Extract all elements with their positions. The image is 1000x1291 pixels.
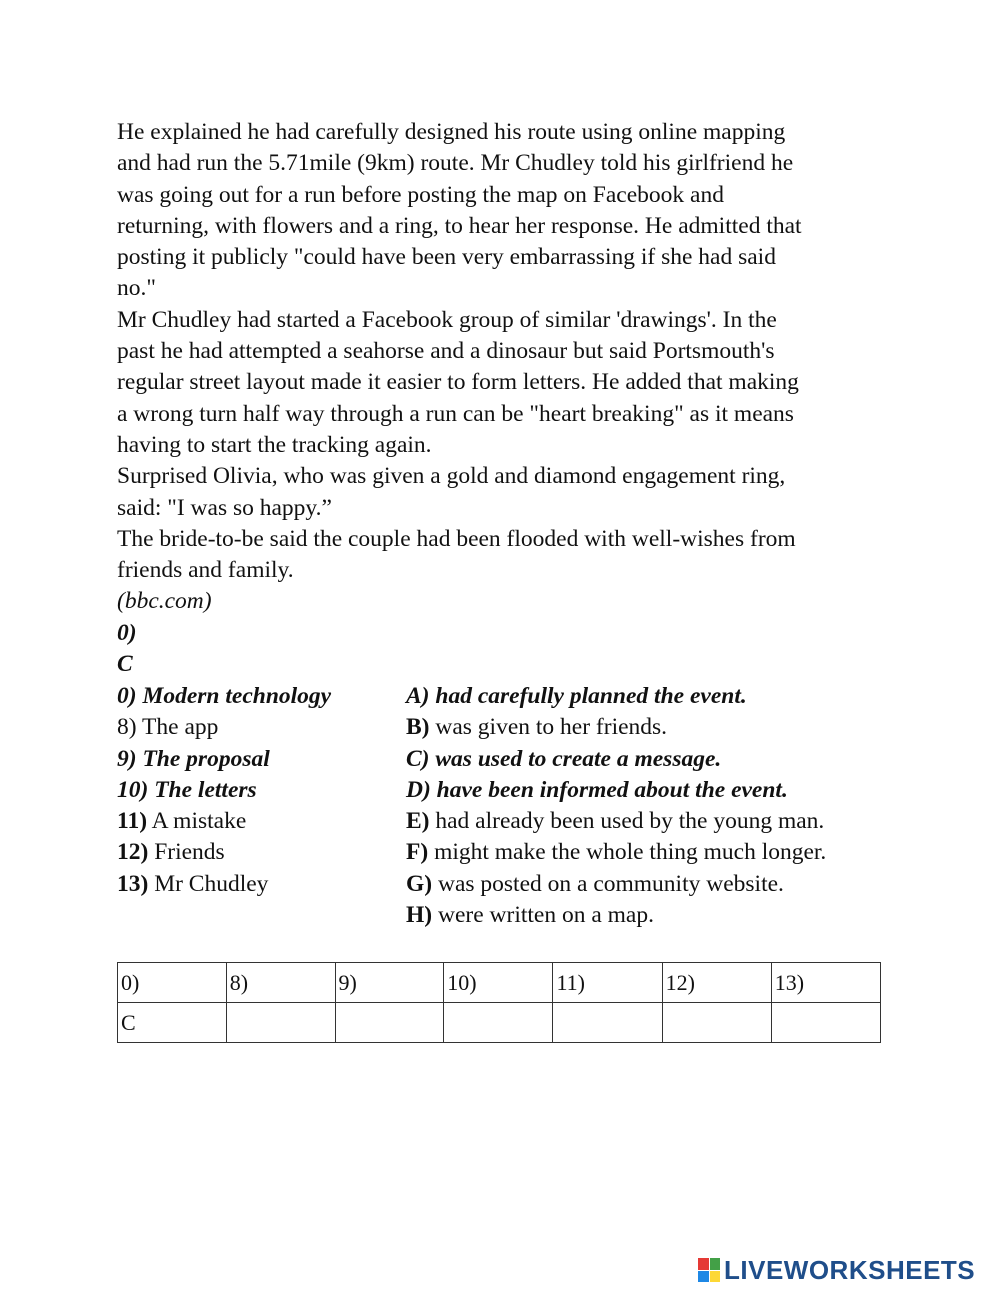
answer-header-cell: 13) <box>771 963 880 1003</box>
passage-line: posting it publicly "could have been very embarrassing if she had said <box>117 244 776 271</box>
passage-line: friends and family. <box>117 557 294 584</box>
match-option-right <box>406 712 667 743</box>
match-option-right <box>406 744 721 775</box>
answer-header-cell: 10) <box>444 963 553 1003</box>
item-text: Modern technology <box>136 683 332 709</box>
answer-table-answer-row <box>118 1003 881 1043</box>
option-letter: F) <box>406 839 429 866</box>
passage-line: and had run the 5.71mile (9km) route. Mr Chudley told his girlfriend he <box>117 150 794 177</box>
answer-cell-10[interactable] <box>444 1003 553 1043</box>
passage-line: having to start the tracking again. <box>117 431 432 458</box>
passage-line: said: "I was so happy.” <box>117 494 332 521</box>
logo-square <box>698 1271 709 1283</box>
item-number: 12) <box>117 839 149 866</box>
item-number: 10) <box>117 776 149 803</box>
passage-line: no." <box>117 275 156 302</box>
passage <box>117 117 887 680</box>
match-item-left <box>117 744 270 775</box>
item-number: 0) <box>117 683 137 709</box>
match-row <box>117 681 887 712</box>
answer-cell-12[interactable] <box>662 1003 771 1043</box>
item-text: The proposal <box>136 745 270 772</box>
answer-cell-8[interactable] <box>226 1003 335 1043</box>
liveworksheets-logo <box>698 1255 975 1285</box>
passage-line: was going out for a run before posting the map on Facebook and <box>117 181 724 208</box>
option-text: have been informed about the event. <box>430 776 788 803</box>
option-text: had already been used by the young man. <box>429 808 825 835</box>
logo-text: LIVEWORKSHEETS <box>724 1254 976 1285</box>
match-option-right <box>406 775 788 806</box>
option-letter: H) <box>406 902 433 929</box>
item-text: The app <box>136 714 219 741</box>
passage-text <box>117 117 887 680</box>
item-text: Mr Chudley <box>148 870 269 897</box>
example-answer: C <box>117 651 133 678</box>
answer-cell-example: C <box>118 1003 227 1043</box>
match-option-right <box>406 681 747 712</box>
logo-mark-icon <box>698 1258 720 1282</box>
answer-header-cell: 8) <box>226 963 335 1003</box>
item-number: 9) <box>117 745 137 772</box>
item-number: 13) <box>117 870 149 897</box>
match-row <box>117 775 887 806</box>
logo-square <box>698 1258 709 1270</box>
match-option-right <box>406 837 826 868</box>
passage-line: regular street layout made it easier to form letters. He added that making <box>117 369 799 396</box>
option-letter: G) <box>406 870 433 897</box>
match-row <box>117 806 887 837</box>
answer-header-cell: 12) <box>662 963 771 1003</box>
match-row <box>117 900 887 931</box>
item-text: Friends <box>148 839 225 866</box>
answer-table <box>117 962 881 1043</box>
answer-cell-9[interactable] <box>335 1003 444 1043</box>
option-text: were written on a map. <box>432 902 654 929</box>
option-letter: C) <box>406 745 430 772</box>
answer-cell-11[interactable] <box>553 1003 662 1043</box>
passage-line: Mr Chudley had started a Facebook group of similar 'drawings'. In the <box>117 306 777 333</box>
passage-line: past he had attempted a seahorse and a dinosaur but said Portsmouth's <box>117 338 775 365</box>
match-item-left <box>117 775 257 806</box>
example-number: 0) <box>117 619 137 646</box>
source-citation: (bbc.com) <box>117 588 212 615</box>
item-text: A mistake <box>147 808 247 835</box>
passage-line: Surprised Olivia, who was given a gold and diamond engagement ring, <box>117 463 786 490</box>
option-text: might make the whole thing much longer. <box>428 839 827 866</box>
answer-table-header-row <box>118 963 881 1003</box>
match-item-left <box>117 837 225 868</box>
option-text: was posted on a community website. <box>432 870 784 897</box>
logo-square <box>710 1258 721 1270</box>
match-row <box>117 837 887 868</box>
passage-line: The bride-to-be said the couple had been flooded with well-wishes from <box>117 525 796 552</box>
match-option-right <box>406 806 824 837</box>
answer-header-cell: 0) <box>118 963 227 1003</box>
match-item-left <box>117 806 246 837</box>
passage-line: a wrong turn half way through a run can be "heart breaking" as it means <box>117 400 794 427</box>
item-text: The letters <box>148 776 257 803</box>
option-text: had carefully planned the event. <box>429 683 747 709</box>
answer-header-cell: 11) <box>553 963 662 1003</box>
match-option-right <box>406 869 784 900</box>
match-option-right <box>406 900 654 931</box>
option-letter: A) <box>406 683 430 709</box>
item-number: 8) <box>117 714 137 741</box>
answer-cell-13[interactable] <box>771 1003 880 1043</box>
option-text: was given to her friends. <box>429 714 668 741</box>
matching-exercise <box>117 681 887 931</box>
match-item-left <box>117 681 331 712</box>
match-item-left <box>117 869 268 900</box>
answer-header-cell: 9) <box>335 963 444 1003</box>
passage-line: returning, with flowers and a ring, to hear her response. He admitted that <box>117 212 802 239</box>
match-row <box>117 869 887 900</box>
option-text: was used to create a message. <box>429 745 722 772</box>
logo-square <box>710 1271 721 1283</box>
option-letter: B) <box>406 714 430 741</box>
item-number: 11) <box>117 808 148 835</box>
option-letter: D) <box>406 776 431 803</box>
match-row <box>117 712 887 743</box>
option-letter: E) <box>406 808 430 835</box>
match-item-left <box>117 712 218 743</box>
passage-line: He explained he had carefully designed his route using online mapping <box>117 119 786 145</box>
match-row <box>117 744 887 775</box>
